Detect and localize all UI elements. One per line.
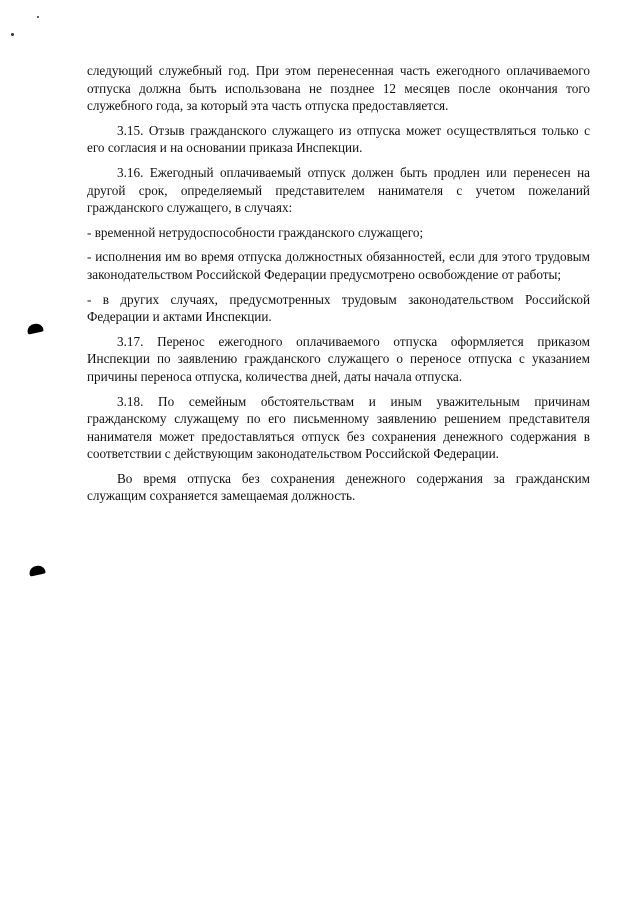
binder-hole-mark [28, 564, 46, 576]
list-item-other-cases: - в других случаях, предусмотренных трудовым законодательством Российской Федерации и актами Инспекции. [87, 291, 590, 325]
binder-hole-mark [26, 322, 44, 334]
paragraph-3-18: 3.18. По семейным обстоятельствам и иным уважительным причинам гражданскому служащему по его письменному заявлению решением представителя нанимателя может предоставляться отпуск без сохранения денежного содержания в соответствии с действующим законодательством Российской Федерации. [87, 393, 590, 462]
document-body [87, 62, 590, 512]
paragraph-3-17: 3.17. Перенос ежегодного оплачиваемого отпуска оформляется приказом Инспекции по заявлению гражданского служащего о переносе отпуска с указанием причины переноса отпуска, количества дней, даты начала отпуска. [87, 333, 590, 384]
list-item-duties: - исполнения им во время отпуска должностных обязанностей, если для этого трудовым законодательством Российской Федерации предусмотрено освобождение от работы; [87, 249, 590, 282]
paragraph-continuation: следующий служебный год. При этом перенесенная часть ежегодного оплачиваемого отпуска должна быть использована не позднее 12 месяцев после окончания того служебного года, за который эта часть отпуска предоставляется. [87, 63, 590, 114]
paragraph-3-16: 3.16. Ежегодный оплачиваемый отпуск должен быть продлен или перенесен на другой срок, определяемый представителем нанимателя с учетом пожеланий гражданского служащего, в случаях: [87, 164, 590, 216]
paragraph-3-15: 3.15. Отзыв гражданского служащего из отпуска может осуществляться только с его согласия и на основании приказа Инспекции. [87, 122, 590, 156]
list-item-illness: - временной нетрудоспособности гражданского служащего; [87, 224, 424, 240]
scan-speck [11, 33, 14, 36]
scan-speck [37, 16, 39, 18]
paragraph-unpaid-leave-position: Во время отпуска без сохранения денежного содержания за гражданским служащим сохраняется замещаемая должность. [87, 470, 590, 504]
